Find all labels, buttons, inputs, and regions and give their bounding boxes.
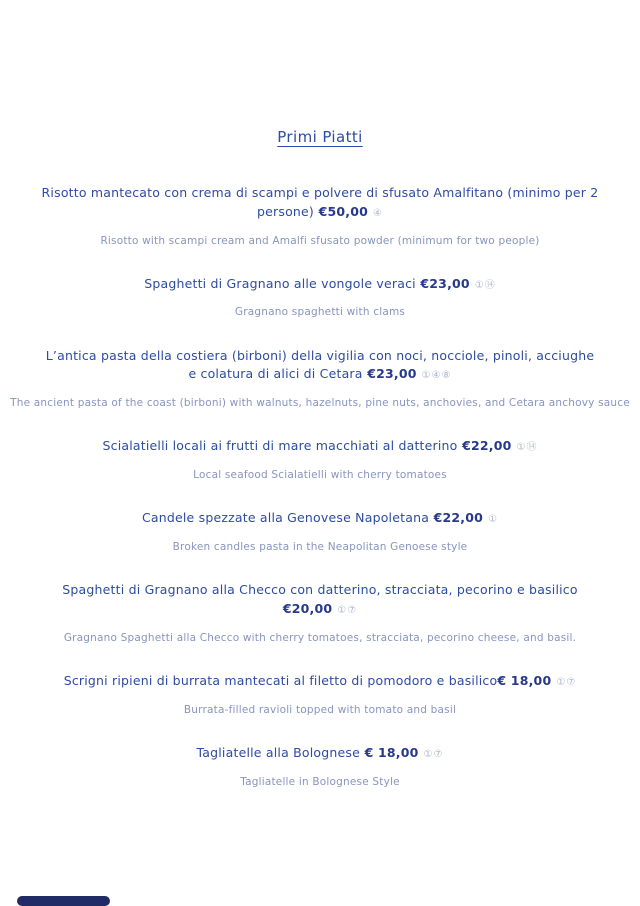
dish-title-line [40, 672, 600, 691]
dish-name-it: L’antica pasta della costiera (birboni) della vigilia con noci, nocciole, pinoli, acciughe e colatura di alici di Cetara [45, 347, 595, 382]
dish-name-it: Tagliatelle alla Bolognese [196, 745, 361, 761]
dish-name-en: Tagliatelle in Bolognese Style [240, 775, 400, 788]
dish-name-it: Candele spezzate alla Genovese Napoletana [141, 510, 430, 526]
menu-item [0, 509, 640, 555]
menu-item [0, 437, 640, 483]
dish-price: €50,00 [314, 203, 369, 219]
dish-price: €22,00 [457, 438, 512, 454]
dish-price: €23,00 [362, 366, 417, 382]
dish-name-it: Risotto mantecato con crema di scampi e polvere di sfusato Amalfitano (minimo per 2 persone) [41, 185, 599, 219]
dish-name-en: Risotto with scampi cream and Amalfi sfusato powder (minimum for two people) [100, 234, 540, 247]
dish-title-line [40, 509, 600, 528]
dish-name-en: Broken candles pasta in the Neapolitan Genoese style [172, 541, 468, 554]
dish-title-line [40, 437, 600, 456]
allergen-codes: ④ [373, 207, 383, 219]
footer-indicator-bar [17, 896, 110, 906]
dish-name-it: Scrigni ripieni di burrata mantecati al filetto di pomodoro e basilico [63, 673, 498, 689]
dish-price: € 18,00 [497, 673, 552, 689]
section-title[interactable]: Primi Piatti [277, 128, 363, 146]
dish-price: €20,00 [282, 582, 583, 617]
allergen-codes: ①⑦ [556, 677, 577, 689]
dish-price: €23,00 [415, 275, 470, 291]
allergen-codes: ①⑭ [474, 279, 496, 291]
allergen-codes: ①⑦ [423, 749, 444, 761]
menu-item [0, 184, 640, 249]
menu-item [0, 672, 640, 718]
menu-item [0, 744, 640, 790]
dish-title-line [40, 581, 600, 619]
dish-name-it: Spaghetti di Gragnano alla Checco con datterino, stracciata, pecorino e basilico [62, 582, 578, 598]
dish-name-en: The ancient pasta of the coast (birboni) with walnuts, hazelnuts, pine nuts, anchovies, and Cetara anchovy sauce [10, 397, 630, 410]
allergen-codes: ①⑦ [337, 605, 358, 617]
dish-title-line [40, 347, 600, 385]
dish-name-en: Local seafood Scialatielli with cherry tomatoes [193, 469, 447, 482]
dish-price: € 18,00 [360, 745, 419, 761]
allergen-codes: ① [488, 514, 499, 526]
dish-name-it: Scialatielli locali ai frutti di mare macchiati al datterino [102, 438, 458, 454]
allergen-codes: ①⑭ [516, 442, 538, 454]
dish-price: €22,00 [429, 510, 484, 526]
menu-item [0, 347, 640, 412]
dish-title-line [40, 744, 600, 763]
menu-item [0, 275, 640, 321]
dish-name-it: Spaghetti di Gragnano alle vongole veraci [144, 275, 416, 291]
menu-item-list [0, 184, 640, 790]
allergen-codes: ①④⑧ [421, 370, 452, 382]
dish-name-en: Gragnano Spaghetti alla Checco with cherry tomatoes, stracciata, pecorino cheese, and basil. [63, 631, 577, 644]
dish-title-line [40, 184, 600, 222]
dish-name-en: Gragnano spaghetti with clams [234, 306, 406, 319]
dish-title-line [40, 275, 600, 294]
menu-item [0, 581, 640, 646]
dish-name-en: Burrata-filled ravioli topped with tomato and basil [183, 703, 457, 716]
